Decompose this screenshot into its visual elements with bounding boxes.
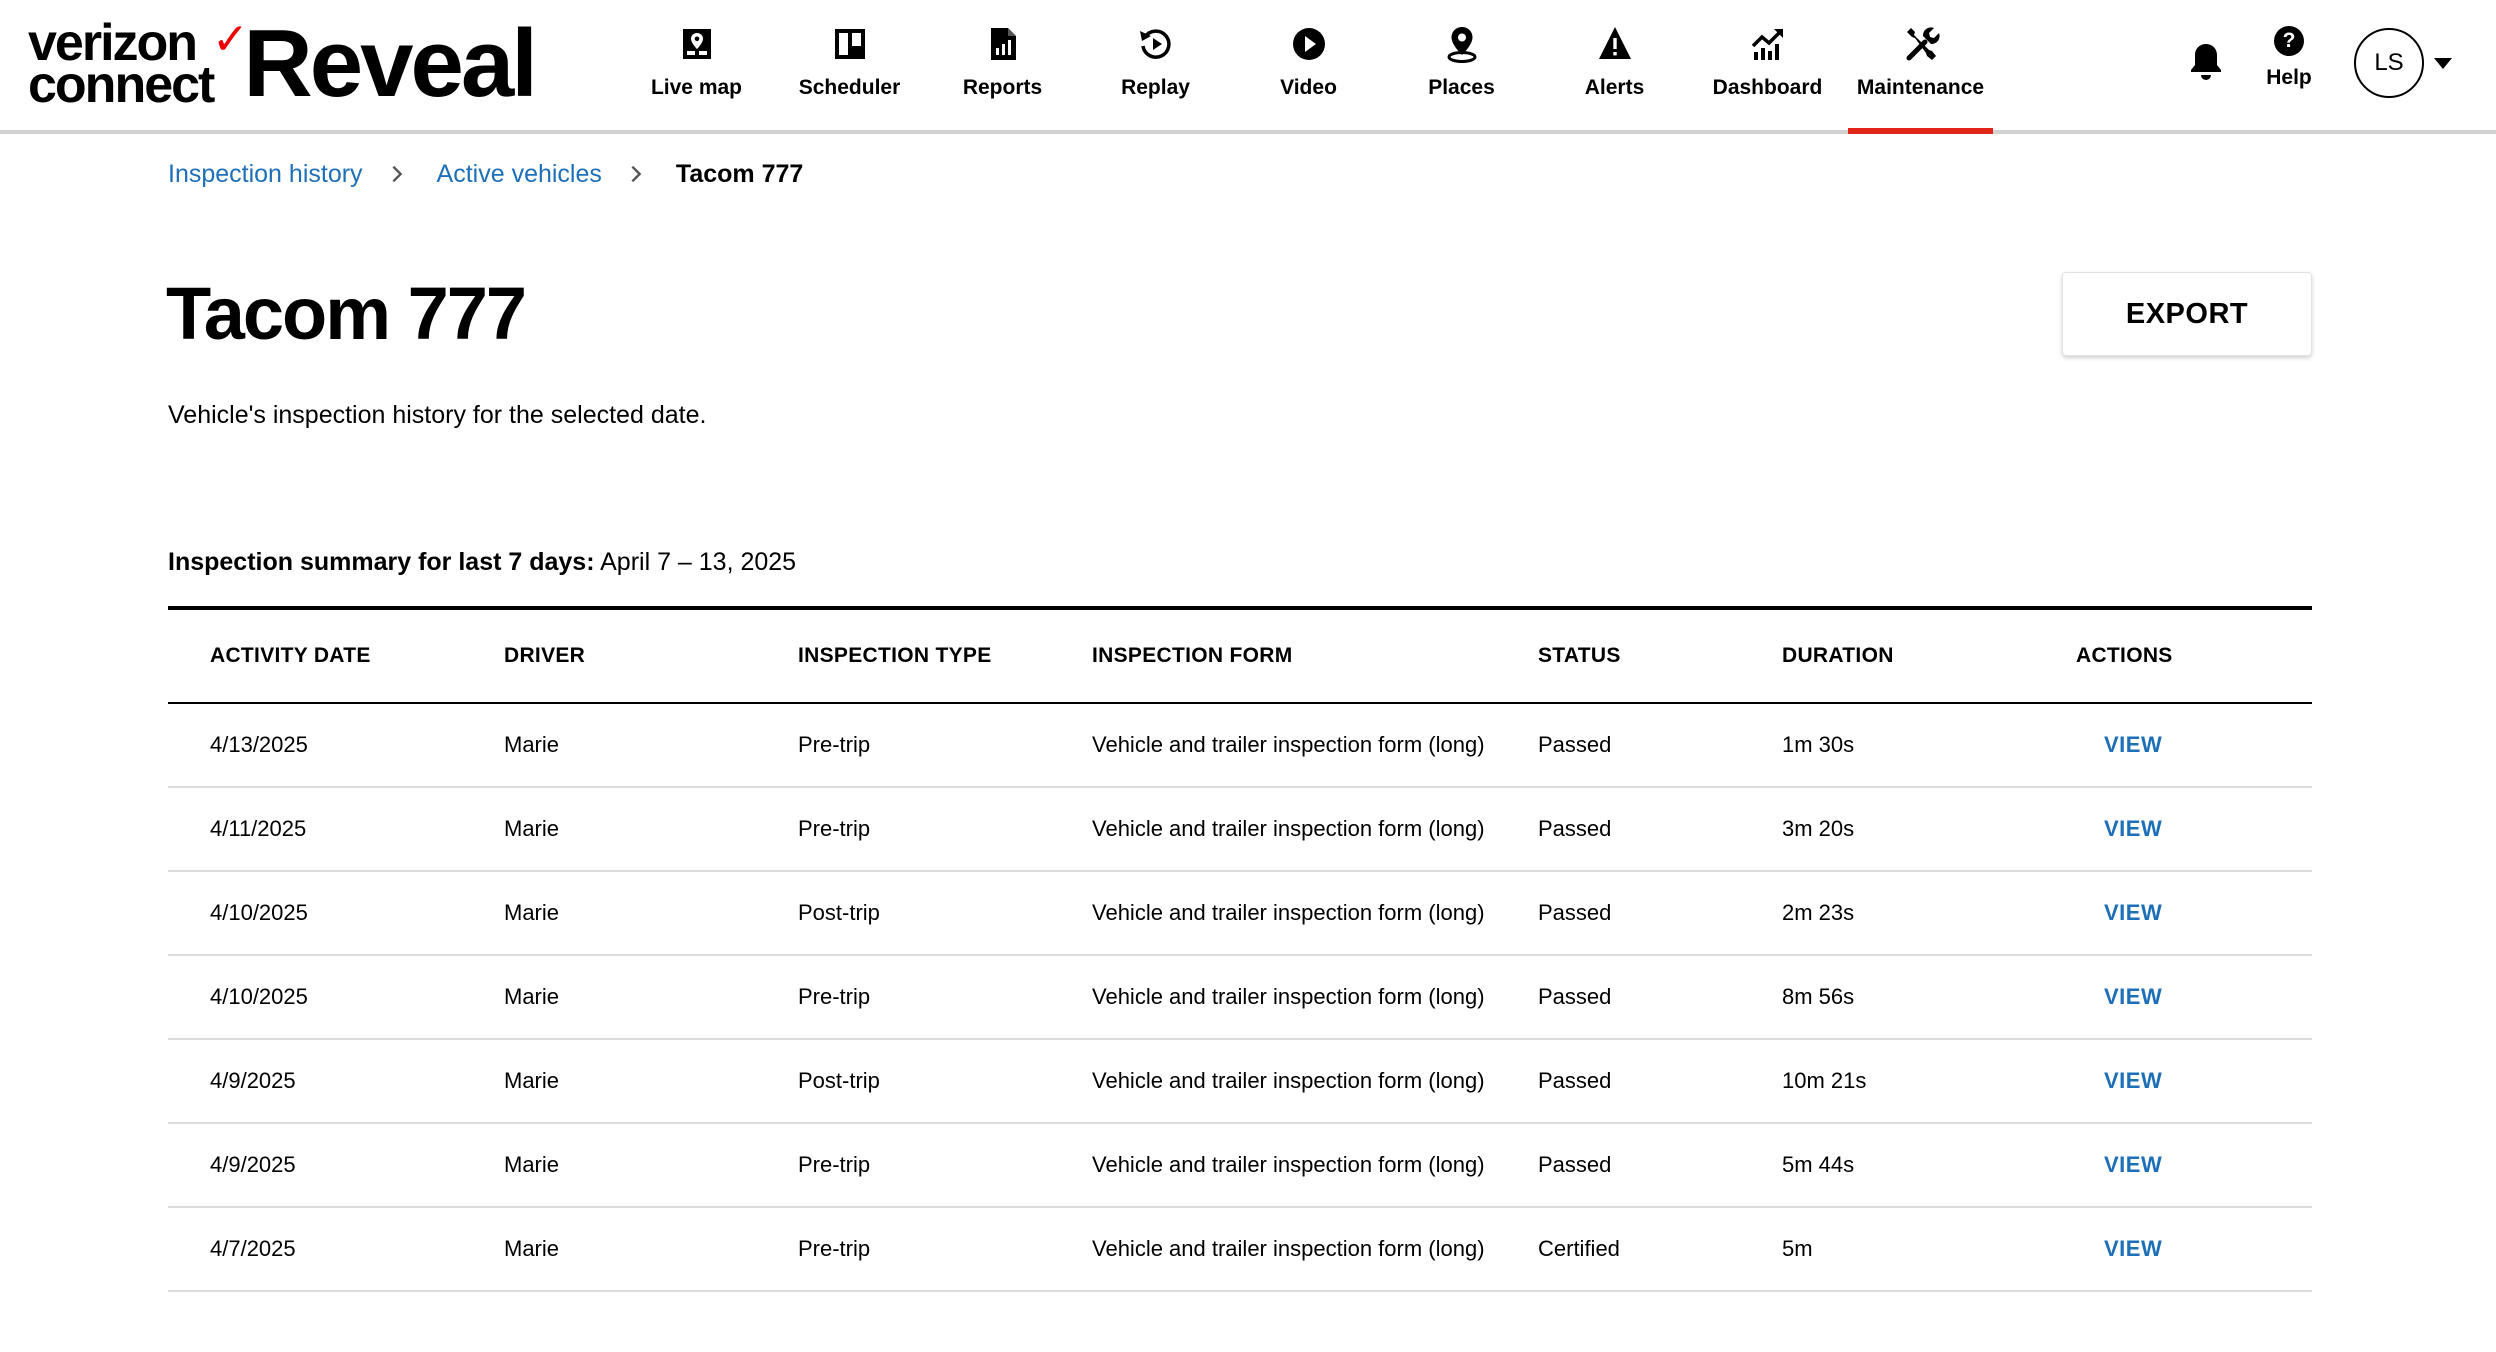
inspection-table xyxy=(168,606,2312,1292)
nav-item-reports[interactable] xyxy=(926,0,1079,130)
table-body xyxy=(168,704,2312,1292)
view-link[interactable]: VIEW xyxy=(2104,1152,2163,1177)
logo-line-1: verizon xyxy=(28,14,197,72)
cell-duration: 1m 30s xyxy=(1782,732,1855,757)
table-row xyxy=(168,1040,2312,1124)
nav-label: Places xyxy=(1428,76,1495,99)
user-menu[interactable] xyxy=(2354,28,2452,98)
cell-status: Passed xyxy=(1538,900,1612,925)
header-actions: ACTIONS xyxy=(2076,644,2173,667)
cell-inspection-form: Vehicle and trailer inspection form (long) xyxy=(1092,816,1485,841)
nav-item-alerts[interactable] xyxy=(1538,0,1691,130)
table-row xyxy=(168,704,2312,788)
table-header xyxy=(168,606,2312,704)
dashboard-icon xyxy=(1748,24,1788,64)
logo-line-2: connect xyxy=(28,56,214,114)
nav-label: Dashboard xyxy=(1712,76,1823,99)
header-status[interactable]: STATUS xyxy=(1538,644,1621,667)
view-link[interactable]: VIEW xyxy=(2104,900,2163,925)
nav-label: Maintenance xyxy=(1856,76,1985,99)
header-activity-date[interactable]: ACTIVITY DATE xyxy=(210,644,371,667)
inspection-summary xyxy=(168,547,796,577)
live-map-icon xyxy=(677,24,717,64)
breadcrumb-link-active-vehicles[interactable]: Active vehicles xyxy=(436,159,602,188)
product-name: Reveal xyxy=(243,10,535,117)
cell-inspection-form: Vehicle and trailer inspection form (long) xyxy=(1092,1068,1485,1093)
table-row xyxy=(168,1208,2312,1292)
page-subtitle: Vehicle's inspection history for the selected date. xyxy=(168,401,707,429)
cell-activity-date: 4/10/2025 xyxy=(210,900,308,925)
cell-status: Passed xyxy=(1538,1152,1612,1177)
replay-icon xyxy=(1136,24,1176,64)
cell-inspection-form: Vehicle and trailer inspection form (long) xyxy=(1092,1236,1485,1261)
cell-inspection-type: Pre-trip xyxy=(798,984,871,1009)
cell-inspection-type: Pre-trip xyxy=(798,816,871,841)
main-nav xyxy=(620,0,1997,130)
nav-item-replay[interactable] xyxy=(1079,0,1232,130)
table-row xyxy=(168,956,2312,1040)
maintenance-icon xyxy=(1901,24,1941,64)
nav-label: Live map xyxy=(650,76,743,99)
header-inspection-type[interactable]: INSPECTION TYPE xyxy=(798,644,992,667)
export-button[interactable]: EXPORT xyxy=(2062,272,2312,356)
cell-activity-date: 4/11/2025 xyxy=(210,816,307,841)
cell-inspection-form: Vehicle and trailer inspection form (long) xyxy=(1092,900,1485,925)
view-link[interactable]: VIEW xyxy=(2104,984,2163,1009)
nav-item-video[interactable] xyxy=(1232,0,1385,130)
scheduler-icon xyxy=(830,24,870,64)
nav-label: Alerts xyxy=(1584,76,1645,99)
header-driver[interactable]: DRIVER xyxy=(504,644,586,667)
cell-status: Passed xyxy=(1538,816,1612,841)
table-row xyxy=(168,1124,2312,1208)
view-link[interactable]: VIEW xyxy=(2104,1236,2163,1261)
view-link[interactable]: VIEW xyxy=(2104,1068,2163,1093)
chevron-right-icon xyxy=(385,162,409,186)
alerts-icon xyxy=(1595,24,1635,64)
cell-inspection-type: Post-trip xyxy=(798,1068,880,1093)
cell-driver: Marie xyxy=(504,1236,560,1261)
help-label: Help xyxy=(2266,66,2312,89)
cell-activity-date: 4/7/2025 xyxy=(210,1236,296,1261)
nav-label: Replay xyxy=(1121,76,1190,99)
cell-driver: Marie xyxy=(504,984,560,1009)
nav-item-places[interactable] xyxy=(1385,0,1538,130)
chevron-right-icon xyxy=(624,162,648,186)
summary-label: Inspection summary for last 7 days: xyxy=(168,548,595,576)
chevron-down-icon xyxy=(2434,58,2452,69)
cell-activity-date: 4/9/2025 xyxy=(210,1152,296,1177)
app-logo[interactable] xyxy=(28,10,535,117)
nav-label: Video xyxy=(1280,76,1337,99)
cell-duration: 5m xyxy=(1782,1236,1813,1261)
cell-status: Passed xyxy=(1538,1068,1612,1093)
cell-inspection-form: Vehicle and trailer inspection form (long) xyxy=(1092,1152,1485,1177)
reports-icon xyxy=(983,24,1023,64)
cell-duration: 5m 44s xyxy=(1782,1152,1855,1177)
header-inspection-form[interactable]: INSPECTION FORM xyxy=(1092,644,1293,667)
top-header xyxy=(0,0,2496,134)
cell-status: Certified xyxy=(1538,1236,1620,1261)
cell-driver: Marie xyxy=(504,900,560,925)
nav-label: Reports xyxy=(962,76,1043,99)
view-link[interactable]: VIEW xyxy=(2104,732,2163,757)
cell-duration: 8m 56s xyxy=(1782,984,1855,1009)
view-link[interactable]: VIEW xyxy=(2104,816,2163,841)
header-duration[interactable]: DURATION xyxy=(1782,644,1894,667)
avatar: LS xyxy=(2354,28,2424,98)
cell-inspection-type: Pre-trip xyxy=(798,1236,871,1261)
cell-activity-date: 4/10/2025 xyxy=(210,984,308,1009)
cell-duration: 3m 20s xyxy=(1782,816,1855,841)
nav-item-dashboard[interactable] xyxy=(1691,0,1844,130)
cell-status: Passed xyxy=(1538,732,1612,757)
cell-inspection-type: Pre-trip xyxy=(798,732,871,757)
breadcrumb-link-inspection-history[interactable]: Inspection history xyxy=(168,159,363,188)
cell-driver: Marie xyxy=(504,816,560,841)
table-row xyxy=(168,788,2312,872)
cell-inspection-form: Vehicle and trailer inspection form (long) xyxy=(1092,732,1485,757)
cell-driver: Marie xyxy=(504,1152,560,1177)
page-title: Tacom 777 xyxy=(166,272,526,355)
verizon-connect-logo xyxy=(28,14,247,114)
help-icon: ? xyxy=(2274,26,2304,56)
nav-item-maintenance[interactable] xyxy=(1844,0,1997,130)
cell-duration: 2m 23s xyxy=(1782,900,1855,925)
cell-inspection-form: Vehicle and trailer inspection form (long) xyxy=(1092,984,1485,1009)
cell-status: Passed xyxy=(1538,984,1612,1009)
nav-label: Scheduler xyxy=(798,76,901,99)
cell-duration: 10m 21s xyxy=(1782,1068,1867,1093)
places-icon xyxy=(1442,24,1482,64)
cell-driver: Marie xyxy=(504,732,560,757)
logo-check-mark: ✓ xyxy=(212,15,247,64)
summary-date-range: April 7 – 13, 2025 xyxy=(600,548,797,576)
cell-driver: Marie xyxy=(504,1068,560,1093)
nav-item-scheduler[interactable] xyxy=(773,0,926,130)
cell-activity-date: 4/9/2025 xyxy=(210,1068,296,1093)
video-icon xyxy=(1289,24,1329,64)
cell-activity-date: 4/13/2025 xyxy=(210,732,308,757)
nav-item-live-map[interactable] xyxy=(620,0,773,130)
breadcrumb-current: Tacom 777 xyxy=(675,159,804,188)
help-button[interactable] xyxy=(2256,26,2322,96)
cell-inspection-type: Pre-trip xyxy=(798,1152,871,1177)
notifications-bell-icon[interactable] xyxy=(2186,40,2226,84)
cell-inspection-type: Post-trip xyxy=(798,900,880,925)
table-row xyxy=(168,872,2312,956)
breadcrumb xyxy=(168,158,803,190)
